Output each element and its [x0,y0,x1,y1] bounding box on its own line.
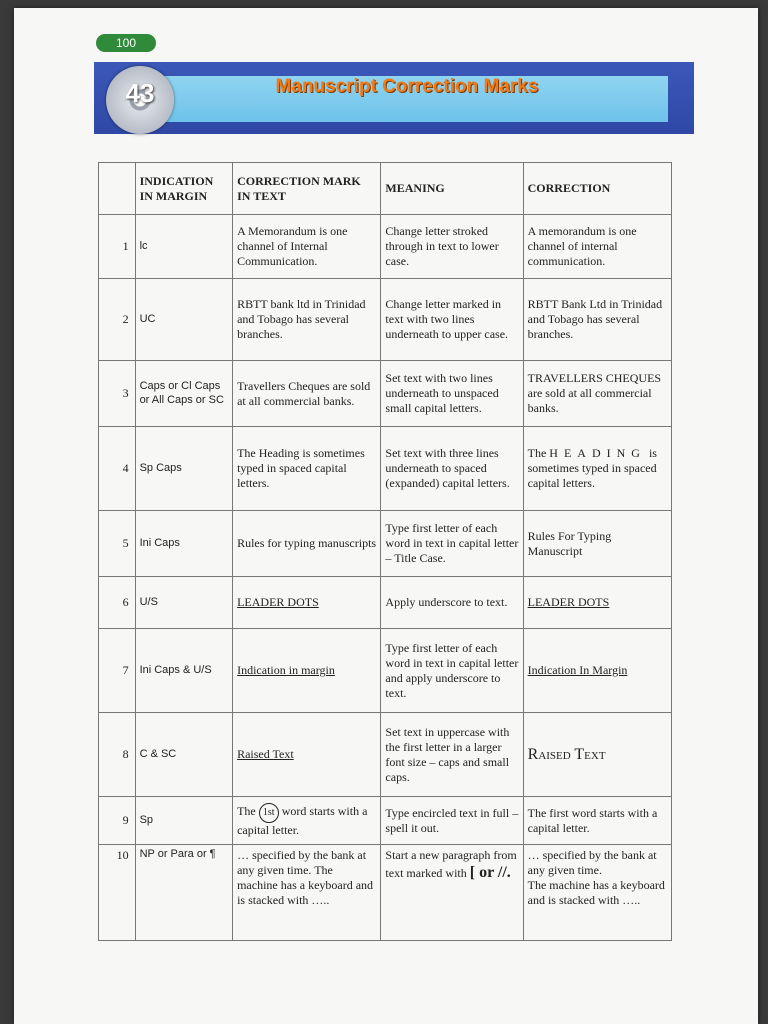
text-mark: Travellers Cheques are sold at all commercial banks. [233,361,381,427]
meaning: Type first letter of each word in text in capital letter and apply underscore to text. [381,629,523,713]
meaning: Set text in uppercase with the first letter in a larger font size – caps and small caps. [381,713,523,797]
correction-part: is sometimes typed in spaced capital letters. [527,446,657,490]
text-mark: Indication in margin [233,629,381,713]
meaning [381,845,523,941]
cd-disc-icon [106,66,174,134]
correction: RBTT Bank Ltd in Trinidad and Tobago has several branches. [523,279,671,361]
text-mark: LEADER DOTS [233,577,381,629]
margin-mark: NP or Para or ¶ [135,845,233,941]
table-row [99,713,672,797]
margin-mark: Sp [135,797,233,845]
text-part: The [237,804,256,818]
meaning-part: Start a new paragraph from text marked with [385,848,517,880]
encircled-text: 1st [259,803,279,823]
table-row [99,845,672,941]
table-row [99,629,672,713]
correction-part: … specified by the bank at any given time. [527,848,657,877]
correction: The first word starts with a capital letter. [523,797,671,845]
text-mark: RBTT bank ltd in Trinidad and Tobago has several branches. [233,279,381,361]
row-number: 5 [99,511,136,577]
text-mark [233,797,381,845]
row-number: 7 [99,629,136,713]
row-number: 10 [99,845,136,941]
row-number: 4 [99,427,136,511]
margin-mark: UC [135,279,233,361]
correction: LEADER DOTS [523,577,671,629]
row-number: 9 [99,797,136,845]
text-mark: … specified by the bank at any given time. The machine has a keyboard and is stacked with ….. [233,845,381,941]
chapter-banner [94,62,694,134]
paragraph-mark-icon: [ or //. [469,864,511,881]
row-number: 1 [99,215,136,279]
correction [523,845,671,941]
table-row [99,427,672,511]
meaning: Change letter marked in text with two lines underneath to upper case. [381,279,523,361]
table-row [99,361,672,427]
meaning: Set text with two lines underneath to unspaced small capital letters. [381,361,523,427]
text-mark: Rules for typing manuscripts [233,511,381,577]
margin-mark: C & SC [135,713,233,797]
chapter-banner-inner [146,76,668,122]
row-number: 8 [99,713,136,797]
correction-part: The machine has a keyboard and is stacked with ….. [527,878,665,907]
table-header-row [99,163,672,215]
margin-mark: Ini Caps & U/S [135,629,233,713]
meaning: Apply underscore to text. [381,577,523,629]
table-row [99,215,672,279]
meaning: Set text with three lines underneath to spaced (expanded) capital letters. [381,427,523,511]
text-mark: The Heading is sometimes typed in spaced capital letters. [233,427,381,511]
margin-mark: Ini Caps [135,511,233,577]
table-header: CORRECTION MARK IN TEXT [233,163,381,215]
row-number: 2 [99,279,136,361]
row-number: 6 [99,577,136,629]
table-header: CORRECTION [523,163,671,215]
text-mark: A Memorandum is one channel of Internal Communication. [233,215,381,279]
meaning: Change letter stroked through in text to lower case. [381,215,523,279]
margin-mark: lc [135,215,233,279]
margin-mark: Caps or Cl Caps or All Caps or SC [135,361,233,427]
table-header [99,163,136,215]
page-number: 100 [96,34,156,52]
text-mark: Raised Text [233,713,381,797]
table-row [99,279,672,361]
correction: Indication In Margin [523,629,671,713]
correction: A memorandum is one channel of internal communication. [523,215,671,279]
chapter-title: Manuscript Correction Marks [275,76,539,97]
margin-mark: Sp Caps [135,427,233,511]
margin-mark: U/S [135,577,233,629]
correction: Raised Text [523,713,671,797]
row-number: 3 [99,361,136,427]
correction-spaced-word: HEADING [549,446,646,460]
table-header: MEANING [381,163,523,215]
chapter-number: 43 [125,78,155,108]
meaning: Type first letter of each word in text in capital letter – Title Case. [381,511,523,577]
correction: Rules For Typing Manuscript [523,511,671,577]
table-row [99,797,672,845]
correction [523,427,671,511]
correction-marks-table [98,162,672,941]
table-header: INDICATION IN MARGIN [135,163,233,215]
table-row [99,511,672,577]
text-part: word starts with a capital letter. [237,804,368,837]
table-row [99,577,672,629]
correction: TRAVELLERS CHEQUES are sold at all commercial banks. [523,361,671,427]
correction-part: The [527,446,547,460]
meaning: Type encircled text in full – spell it out. [381,797,523,845]
